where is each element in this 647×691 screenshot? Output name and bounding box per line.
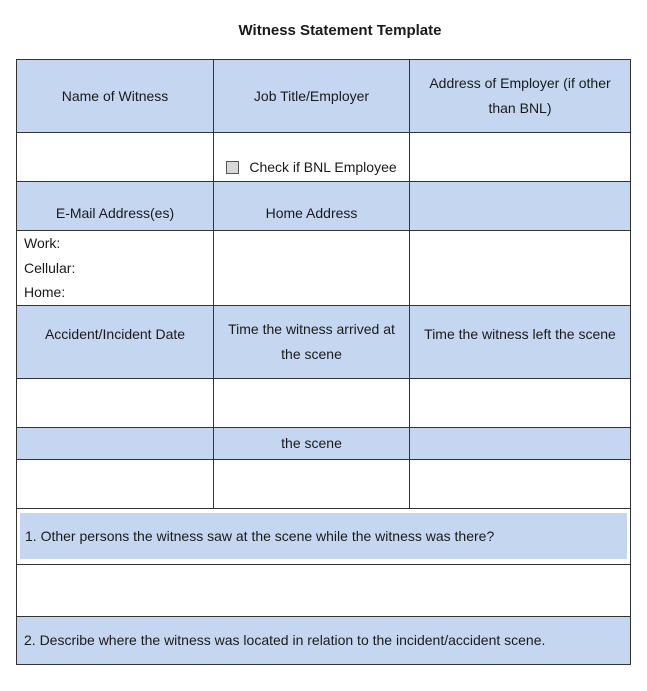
name-of-witness-field[interactable] [17,133,214,182]
time-arrived-field[interactable] [214,378,410,427]
header-job-title-employer: Job Title/Employer [214,60,410,133]
email-addresses-field[interactable] [17,231,214,306]
header-address-line-1: Address of Employer (if other [429,75,611,91]
header-the-scene: the scene [214,427,410,459]
header-email-addresses: E-Mail Address(es) [17,182,214,231]
question-1: 1. Other persons the witness saw at the scene while the witness was there? [20,513,627,559]
bnl-employee-checkbox-label: Check if BNL Employee [249,159,397,175]
bnl-employee-checkbox[interactable] [226,161,239,174]
header-time-arrived [214,305,410,378]
header-time-left: Time the witness left the scene [410,305,631,378]
header-address-line-2: than BNL) [488,100,552,116]
header-time-arrived-line-1: Time the witness arrived at [228,320,395,337]
header-name-of-witness: Name of Witness [17,60,214,133]
header-blank-3 [410,182,631,231]
home-label: Home: [24,284,66,300]
header-address-of-employer [410,60,631,133]
question-2: 2. Describe where the witness was located in relation to the incident/accident scene. [17,616,631,664]
header-blank-row7-3 [410,427,631,459]
cellular-label: Cellular: [24,259,76,276]
contact-labels [17,231,213,305]
time-left-field[interactable] [410,378,631,427]
header-blank-row7-1 [17,427,214,459]
header-accident-incident-date: Accident/Incident Date [17,305,214,378]
page-title: Witness Statement Template [238,22,442,39]
question-1-cell [17,508,631,564]
question-1-answer-field[interactable] [17,564,631,616]
row8-field-1[interactable] [17,459,214,508]
incident-date-field[interactable] [17,378,214,427]
row8-field-2[interactable] [214,459,410,508]
row8-field-3[interactable] [410,459,631,508]
bnl-employee-checkbox-row[interactable] [214,133,409,180]
job-title-field[interactable] [214,133,410,182]
home-address-field[interactable] [214,231,410,306]
blank-field-3[interactable] [410,231,631,306]
work-label: Work: [24,235,61,251]
header-time-arrived-line-2: the scene [281,345,342,362]
witness-statement-form [16,59,631,665]
address-of-employer-field[interactable] [410,133,631,182]
header-home-address: Home Address [214,182,410,231]
